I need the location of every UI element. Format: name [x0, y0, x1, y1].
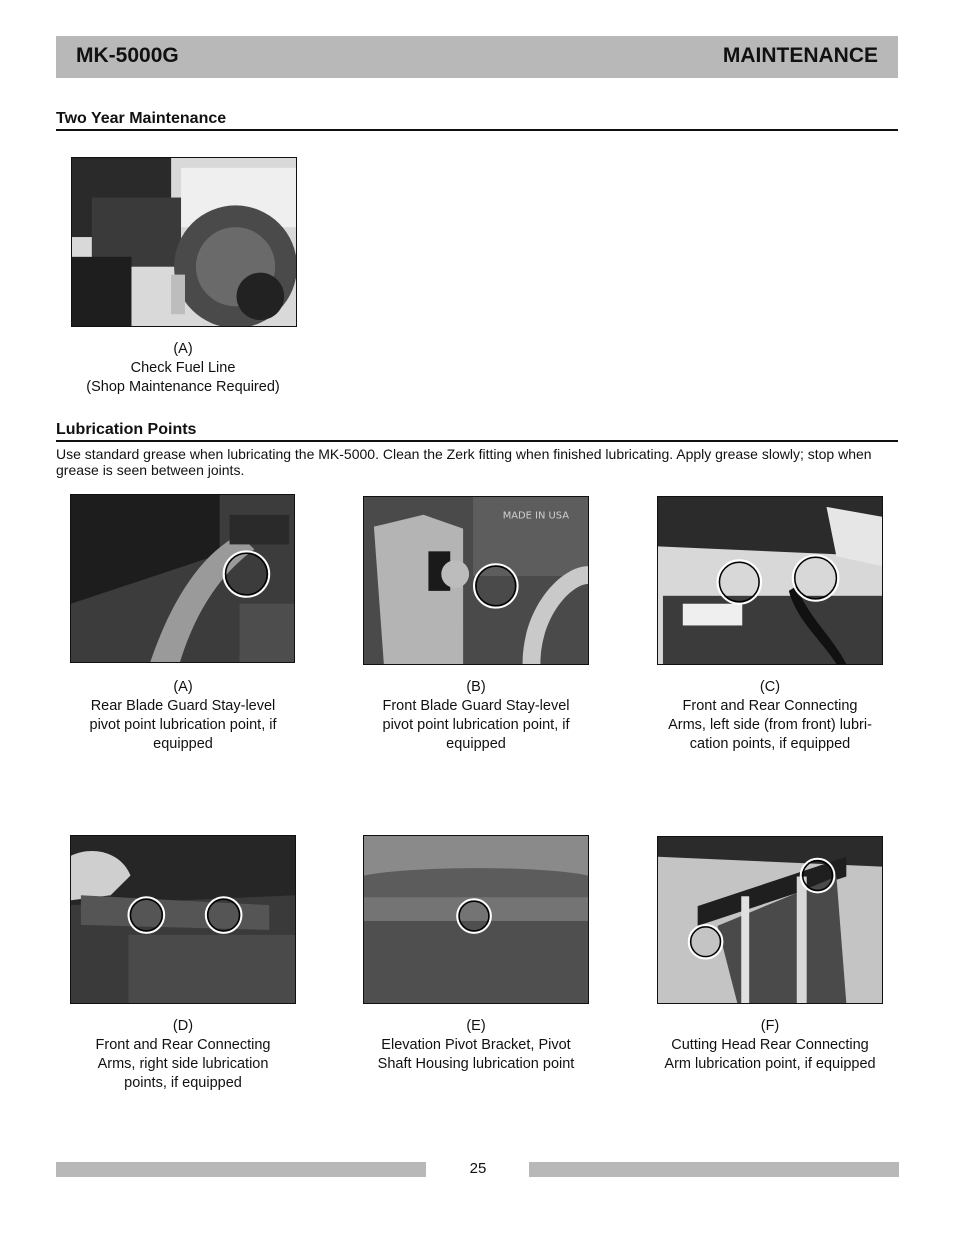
fuel-line-photo — [71, 157, 297, 327]
cutting-head-photo-icon — [658, 837, 882, 1003]
caption-line: points, if equipped — [124, 1075, 242, 1091]
caption-letter: (A) — [173, 679, 193, 695]
lube-caption-e — [346, 1017, 606, 1074]
engine-photo-icon — [72, 158, 296, 326]
lube-caption-b — [346, 678, 606, 754]
lube-photo-f — [657, 836, 883, 1004]
fuel-line-caption — [53, 340, 313, 397]
lube-caption-a — [53, 678, 313, 754]
caption-line: Rear Blade Guard Stay-level — [90, 698, 276, 714]
lubrication-intro: Use standard grease when lubricating the MK-5000. Clean the Zerk fitting when finished lubricating. Apply grease slowly; stop when grease is seen between joints. — [56, 446, 872, 478]
caption-letter: (A) — [173, 341, 193, 357]
lube-caption-d — [53, 1017, 313, 1093]
lube-photo-a — [70, 494, 295, 663]
footer-bar-left — [56, 1162, 426, 1177]
connecting-arm-photo-icon — [71, 836, 295, 1003]
model-title: MK-5000G — [76, 44, 179, 67]
caption-line: pivot point lubrication point, if — [382, 717, 570, 733]
pivot-bracket-photo-icon — [364, 836, 588, 1003]
connecting-arm-photo-icon — [658, 497, 882, 664]
lube-photo-e — [363, 835, 589, 1004]
caption-line: Cutting Head Rear Connecting — [671, 1037, 869, 1053]
caption-line: equipped — [446, 736, 506, 752]
blade-guard-photo-icon — [364, 497, 588, 664]
caption-line: Arm lubrication point, if equipped — [664, 1056, 876, 1072]
caption-line: Front and Rear Connecting — [682, 698, 858, 714]
caption-line: Arms, right side lubrication — [97, 1056, 269, 1072]
made-in-usa-text: MADE IN USA — [502, 510, 570, 522]
header-bar — [56, 36, 898, 78]
caption-letter: (B) — [466, 679, 486, 695]
lubrication-heading: Lubrication Points — [56, 421, 898, 442]
lube-photo-d — [70, 835, 296, 1004]
caption-line: equipped — [153, 736, 213, 752]
caption-letter: (C) — [759, 679, 781, 695]
caption-line: Elevation Pivot Bracket, Pivot — [381, 1037, 571, 1053]
caption-line: Front and Rear Connecting — [95, 1037, 271, 1053]
footer-bar-right — [529, 1162, 899, 1177]
blade-guard-photo-icon — [71, 495, 294, 662]
section-title: MAINTENANCE — [722, 44, 878, 67]
caption-line: Front Blade Guard Stay-level — [382, 698, 570, 714]
lube-photo-b — [363, 496, 589, 665]
lube-caption-f — [640, 1017, 900, 1074]
lube-photo-c — [657, 496, 883, 665]
caption-letter: (D) — [172, 1018, 194, 1034]
page-number: 25 — [469, 1160, 487, 1177]
caption-line: Check Fuel Line — [130, 360, 236, 376]
lube-caption-c — [640, 678, 900, 754]
caption-letter: (E) — [466, 1018, 486, 1034]
two-year-heading: Two Year Maintenance — [56, 110, 898, 131]
caption-line: cation points, if equipped — [689, 736, 851, 752]
caption-line: pivot point lubrication point, if — [89, 717, 277, 733]
caption-line: (Shop Maintenance Required) — [86, 379, 280, 395]
caption-line: Shaft Housing lubrication point — [377, 1056, 575, 1072]
caption-line: Arms, left side (from front) lubri- — [668, 717, 872, 733]
caption-letter: (F) — [760, 1018, 780, 1034]
